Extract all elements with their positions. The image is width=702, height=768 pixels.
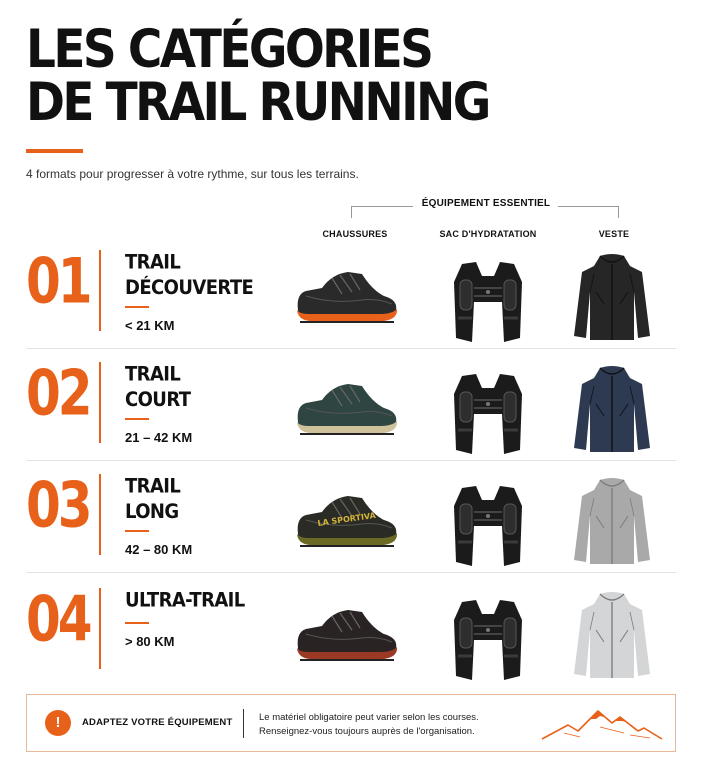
hydration-bag-image	[448, 258, 528, 344]
category-divider-bar	[99, 362, 101, 443]
category-row-04	[26, 583, 676, 698]
category-distance: < 21 KM	[125, 318, 175, 333]
category-name-line-1: TRAIL	[125, 475, 181, 499]
category-name	[125, 474, 180, 525]
hydration-bag-image	[448, 482, 528, 568]
distance-accent-bar	[125, 418, 149, 420]
jacket-image	[572, 252, 652, 344]
row-divider-3	[26, 572, 676, 573]
column-header-shoes: CHAUSSURES	[322, 229, 388, 239]
category-row-03	[26, 469, 676, 584]
jacket-image	[572, 476, 652, 568]
category-divider-bar	[99, 250, 101, 331]
category-number: 03	[26, 469, 90, 542]
callout-text-line-2: Renseignez-vous toujours auprès de l'organisation.	[259, 726, 475, 737]
category-divider-bar	[99, 474, 101, 555]
category-distance: > 80 KM	[125, 634, 175, 649]
page-title	[26, 18, 676, 134]
jacket-icon	[572, 590, 652, 682]
category-name	[125, 588, 245, 613]
category-distance: 42 – 80 KM	[125, 542, 193, 557]
equipment-heading: ÉQUIPEMENT ESSENTIEL	[421, 198, 551, 209]
column-header-hydration-bag: SAC D'HYDRATATION	[439, 229, 537, 239]
shoe-image	[292, 376, 402, 438]
category-number: 01	[26, 245, 90, 318]
category-name-line-1: TRAIL	[125, 251, 181, 275]
shoe-image	[292, 488, 402, 550]
category-distance: 21 – 42 KM	[125, 430, 193, 445]
alert-icon: !	[45, 710, 71, 736]
hydration-vest-icon	[448, 596, 528, 682]
category-name-line-2: COURT	[125, 388, 191, 412]
callout-text	[259, 711, 479, 739]
jacket-icon	[572, 252, 652, 344]
distance-accent-bar	[125, 306, 149, 308]
category-name-line-2: LONG	[125, 500, 179, 524]
running-shoe-icon	[292, 602, 402, 664]
hydration-vest-icon	[448, 482, 528, 568]
callout-divider	[243, 709, 244, 738]
jacket-icon	[572, 364, 652, 456]
category-name-line-1: TRAIL	[125, 363, 181, 387]
callout-text-line-1: Le matériel obligatoire peut varier selon les courses.	[259, 712, 479, 723]
category-name-line-1: ULTRA-TRAIL	[125, 589, 245, 613]
category-name-line-2: DÉCOUVERTE	[125, 276, 254, 300]
running-shoe-icon	[292, 488, 402, 550]
title-accent-bar	[26, 149, 83, 153]
equipment-bracket-right	[558, 206, 619, 218]
category-name	[125, 362, 190, 413]
category-number: 04	[26, 583, 90, 656]
equipment-bracket-left	[351, 206, 413, 218]
jacket-icon	[572, 476, 652, 568]
title-line-2: DE TRAIL RUNNING	[26, 71, 489, 134]
hydration-vest-icon	[448, 258, 528, 344]
category-row-01	[26, 245, 676, 360]
row-divider-1	[26, 348, 676, 349]
shoe-image	[292, 602, 402, 664]
callout-title: ADAPTEZ VOTRE ÉQUIPEMENT	[82, 717, 233, 728]
mountain-icon	[540, 703, 664, 743]
running-shoe-icon	[292, 264, 402, 326]
category-number: 02	[26, 357, 90, 430]
hydration-bag-image	[448, 370, 528, 456]
distance-accent-bar	[125, 622, 149, 624]
running-shoe-icon	[292, 376, 402, 438]
distance-accent-bar	[125, 530, 149, 532]
category-divider-bar	[99, 588, 101, 669]
row-divider-2	[26, 460, 676, 461]
shoe-image	[292, 264, 402, 326]
jacket-image	[572, 590, 652, 682]
subtitle: 4 formats pour progresser à votre rythme, sur tous les terrains.	[26, 167, 359, 181]
hydration-vest-icon	[448, 370, 528, 456]
equipment-callout	[26, 694, 676, 752]
hydration-bag-image	[448, 596, 528, 682]
column-header-jacket: VESTE	[598, 229, 630, 239]
title-line-1: LES CATÉGORIES	[26, 18, 432, 81]
shoe-brand-text: LA SPORTIVA	[317, 510, 377, 528]
jacket-image	[572, 364, 652, 456]
category-row-02	[26, 357, 676, 472]
category-name	[125, 250, 253, 301]
